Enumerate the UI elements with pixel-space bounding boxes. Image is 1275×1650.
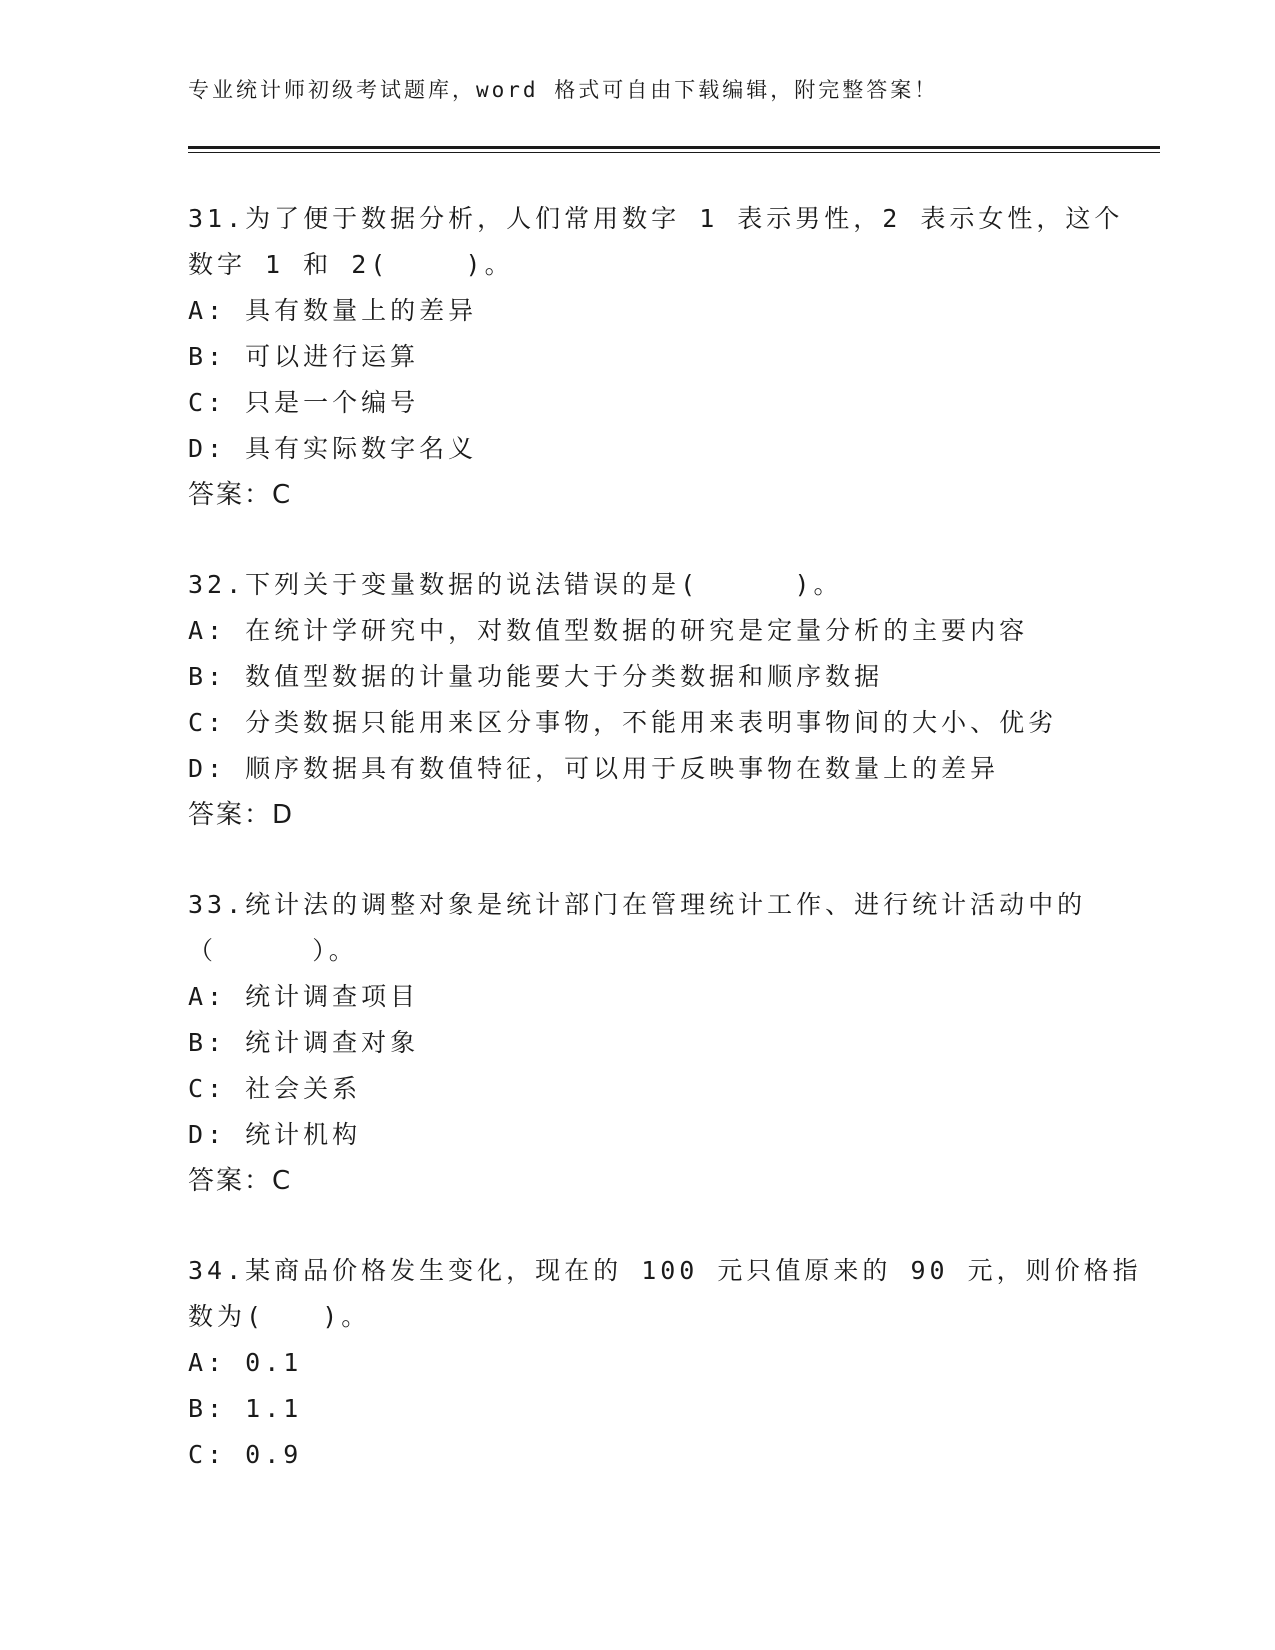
question-stem: 数为( )。 bbox=[188, 1302, 371, 1331]
option-b: B: 数值型数据的计量功能要大于分类数据和顺序数据 bbox=[188, 662, 884, 691]
question-34 bbox=[188, 1248, 1142, 1478]
answer-value: C bbox=[272, 1166, 293, 1196]
question-stem: 32.下列关于变量数据的说法错误的是( )。 bbox=[188, 570, 843, 599]
answer-value: C bbox=[272, 480, 293, 510]
question-stem: 数字 1 和 2( )。 bbox=[188, 250, 514, 279]
option-a: A: 统计调查项目 bbox=[188, 982, 420, 1011]
header-divider-thick bbox=[188, 146, 1160, 149]
answer-line bbox=[188, 792, 1088, 838]
header-divider-thin bbox=[188, 152, 1160, 153]
question-stem: （ ）。 bbox=[188, 936, 358, 965]
option-c: C: 只是一个编号 bbox=[188, 388, 420, 417]
question-31 bbox=[188, 196, 1124, 518]
option-d: D: 顺序数据具有数值特征，可以用于反映事物在数量上的差异 bbox=[188, 754, 1000, 783]
question-stem: 33.统计法的调整对象是统计部门在管理统计工作、进行统计活动中的 bbox=[188, 890, 1087, 919]
option-b: B: 可以进行运算 bbox=[188, 342, 420, 371]
answer-label: 答案： bbox=[188, 800, 273, 830]
option-b: B: 1.1 bbox=[188, 1394, 303, 1423]
option-d: D: 具有实际数字名义 bbox=[188, 434, 478, 463]
option-c: C: 0.9 bbox=[188, 1440, 303, 1469]
option-c: C: 分类数据只能用来区分事物，不能用来表明事物间的大小、优劣 bbox=[188, 708, 1058, 737]
answer-value: D bbox=[272, 800, 295, 830]
option-b: B: 统计调查对象 bbox=[188, 1028, 420, 1057]
document-header: 专业统计师初级考试题库，word 格式可自由下载编辑，附完整答案！ bbox=[188, 78, 939, 102]
option-d: D: 统计机构 bbox=[188, 1120, 362, 1149]
option-a: A: 在统计学研究中，对数值型数据的研究是定量分析的主要内容 bbox=[188, 616, 1029, 645]
answer-line bbox=[188, 1158, 1088, 1204]
question-stem: 31.为了便于数据分析，人们常用数字 1 表示男性，2 表示女性，这个 bbox=[188, 204, 1124, 233]
question-32 bbox=[188, 562, 1088, 838]
option-a: A: 具有数量上的差异 bbox=[188, 296, 478, 325]
answer-line bbox=[188, 472, 1088, 518]
option-c: C: 社会关系 bbox=[188, 1074, 362, 1103]
question-33 bbox=[188, 882, 1088, 1204]
answer-label: 答案： bbox=[188, 1166, 273, 1196]
question-stem: 34.某商品价格发生变化，现在的 100 元只值原来的 90 元，则价格指 bbox=[188, 1256, 1142, 1285]
option-a: A: 0.1 bbox=[188, 1348, 303, 1377]
answer-label: 答案： bbox=[188, 480, 273, 510]
